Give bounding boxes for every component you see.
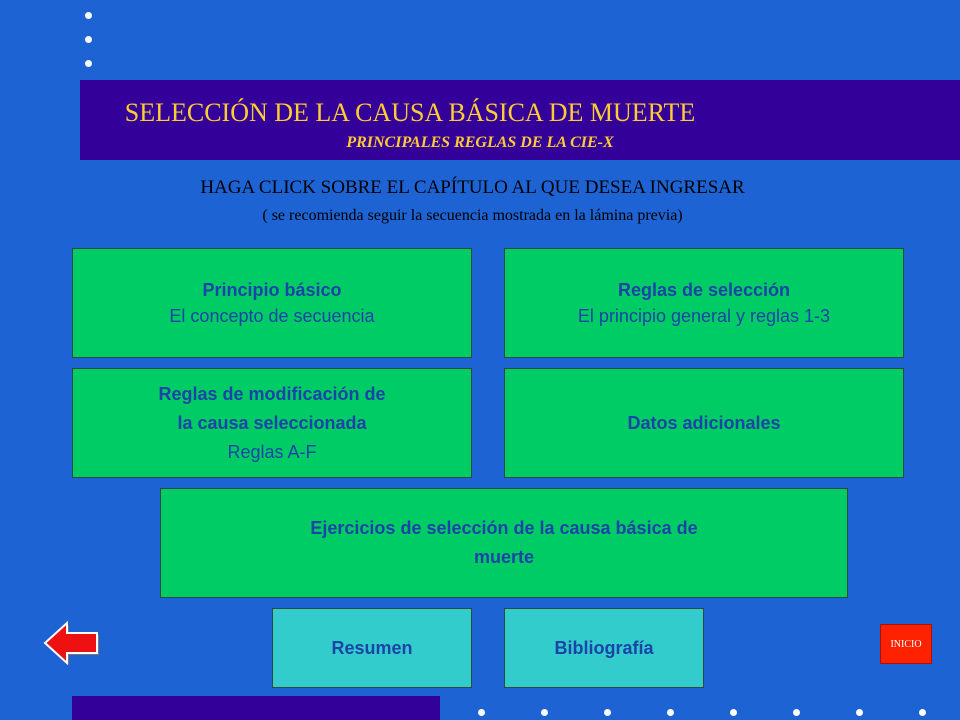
decor-dot <box>793 709 800 716</box>
decor-dot <box>478 709 485 716</box>
instruction-text: HAGA CLICK SOBRE EL CAPÍTULO AL QUE DESEA INGRESAR <box>200 177 745 198</box>
page-subtitle: PRINCIPALES REGLAS DE LA CIE-X <box>346 134 614 151</box>
decor-dot <box>541 709 548 716</box>
resumen-button[interactable] <box>272 608 472 688</box>
button-title-line1: Ejercicios de selección de la causa básica de <box>310 518 698 538</box>
decor-dot <box>856 709 863 716</box>
button-title-line1: Reglas de modificación de <box>158 383 386 404</box>
button-title-line2: muerte <box>473 547 535 567</box>
decor-dot <box>85 60 92 67</box>
button-title-line2: la causa seleccionada <box>177 412 367 433</box>
decor-dot <box>919 709 926 716</box>
bottom-band <box>72 696 440 720</box>
button-desc: El concepto de secuencia <box>169 306 375 326</box>
decor-dot <box>604 709 611 716</box>
decor-dot <box>85 12 92 19</box>
reglas-modificacion-button[interactable] <box>72 368 472 478</box>
button-title: Resumen <box>331 638 413 658</box>
instruction-note: ( se recomienda seguir la secuencia mostrada en la lámina previa) <box>262 207 683 224</box>
decor-dot <box>730 709 737 716</box>
bibliografia-button[interactable] <box>504 608 704 688</box>
decor-dot <box>85 36 92 43</box>
left-arrow-icon[interactable] <box>42 620 100 666</box>
button-desc: El principio general y reglas 1-3 <box>577 306 831 326</box>
button-title: Principio básico <box>202 280 342 300</box>
inicio-button[interactable]: INICIO <box>880 624 932 664</box>
datos-adicionales-button[interactable] <box>504 368 904 478</box>
button-title: Reglas de selección <box>617 280 791 300</box>
reglas-seleccion-button[interactable] <box>504 248 904 358</box>
button-title: Datos adicionales <box>627 413 781 433</box>
ejercicios-button[interactable] <box>160 488 848 598</box>
decor-dot <box>667 709 674 716</box>
page-title: SELECCIÓN DE LA CAUSA BÁSICA DE MUERTE <box>124 98 696 127</box>
button-title: Bibliografía <box>554 638 654 658</box>
principio-basico-button[interactable] <box>72 248 472 358</box>
button-desc: Reglas A-F <box>227 441 317 462</box>
